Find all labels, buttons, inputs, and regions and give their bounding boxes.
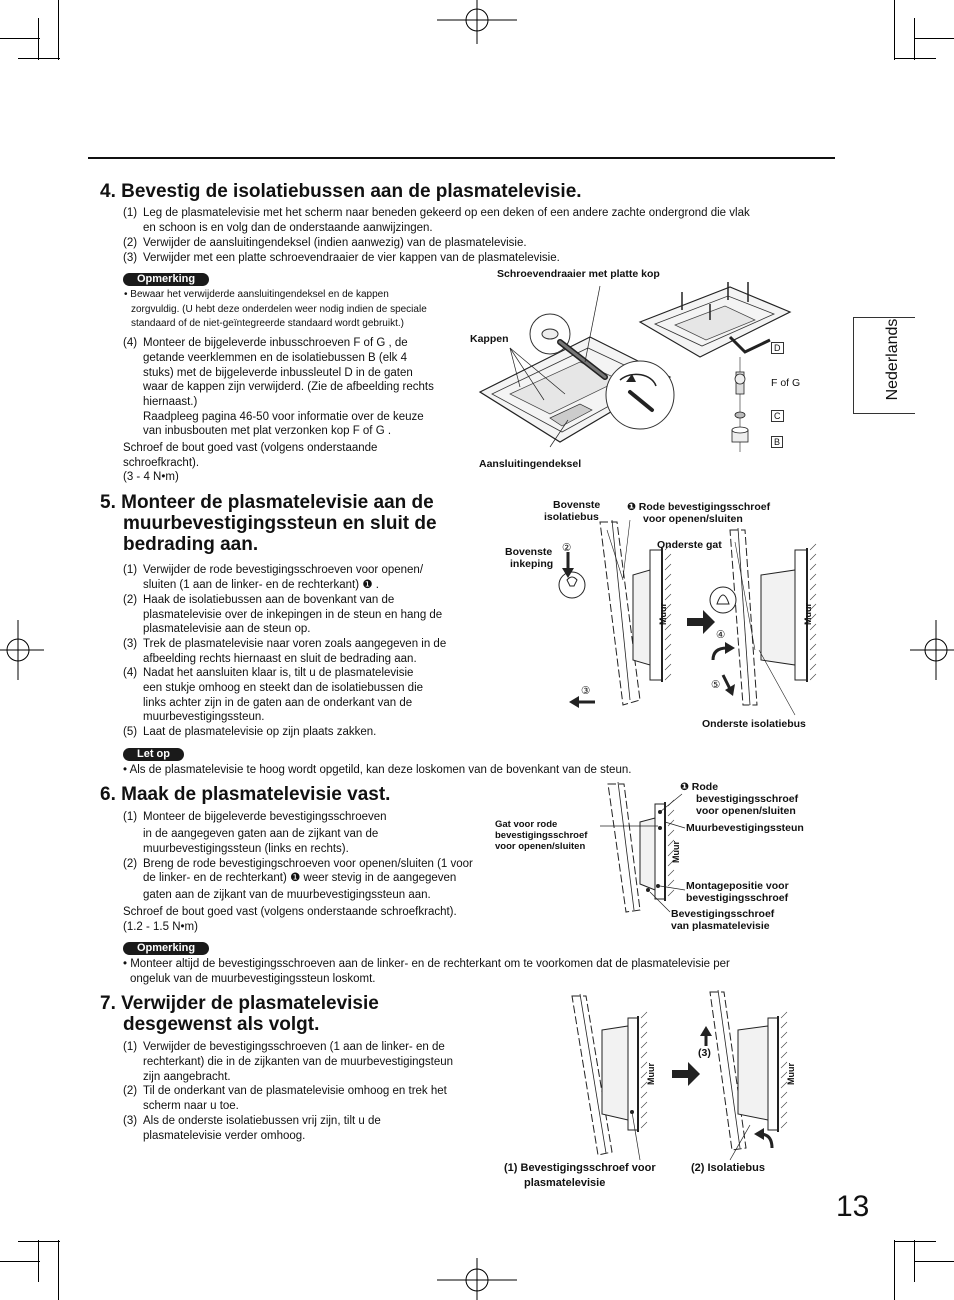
wall-label: Muur [786, 1063, 796, 1085]
crop-mark [914, 38, 954, 39]
section5-heading: muurbevestigingssteun en sluit de [123, 513, 437, 534]
step-text: Verwijder de bevestigingsschroeven (1 aan de linker- en de [143, 1041, 445, 1053]
note-text: • Bewaar het verwijderde aansluitingendeksel en de kappen [124, 289, 389, 300]
crop-mark [894, 0, 895, 60]
crop-mark [894, 1241, 936, 1242]
caption-tv-screw: plasmatelevisie [524, 1177, 606, 1189]
registration-mark [0, 620, 44, 680]
label-mount-position: bevestigingsschroef [686, 892, 789, 904]
page-number: 13 [836, 1190, 870, 1223]
step-number: (2) [123, 237, 138, 249]
label-top-notch: Bovenste [505, 546, 553, 558]
step-text: Nadat het aansluiten klaar is, tilt u de plasmatelevisie [143, 667, 414, 679]
step-number: (3) [123, 252, 138, 264]
step-text: Verwijder met een platte schroevendraaier de vier kappen van de plasmatelevisie. [143, 252, 560, 264]
tv-facedown-illustration [470, 282, 800, 462]
crop-mark [914, 1261, 954, 1262]
wall-label: Muur [671, 841, 681, 863]
section4-heading: 4. Bevestig de isolatiebussen aan de plasmatelevisie. [100, 181, 582, 202]
step-number: (1) [123, 207, 138, 219]
language-tab [853, 317, 915, 414]
language-tab-label: Nederlands [884, 318, 901, 401]
crop-mark [18, 58, 60, 59]
wall-label: Muur [646, 1063, 656, 1085]
label-lower-bush: Onderste isolatiebus [702, 718, 806, 730]
note-label: Opmerking [123, 942, 209, 955]
step-number: (2) [123, 1085, 138, 1097]
crop-mark [894, 58, 936, 59]
label-top-notch: inkeping [510, 558, 554, 570]
step-marker: ⑤ [711, 679, 721, 691]
remove-tv-illustration [560, 990, 810, 1160]
step-text: plasmatelevisie over de inkepingen in de steun en hang de [143, 609, 443, 621]
torque-text: Schroef de bout goed vast (volgens onderstaande schroefkracht). [123, 906, 457, 918]
top-rule [88, 157, 835, 159]
step-number: (4) [123, 667, 138, 679]
note-text: zorgvuldig. (U hebt deze onderdelen weer nodig indien de speciale [131, 304, 427, 315]
label-part-d: D [771, 342, 784, 354]
step-text: waar de kappen zijn verwijderd. (Zie de afbeelding rechts [143, 381, 434, 393]
step-text: Als de onderste isolatiebussen vrij zijn, tilt u de [143, 1115, 381, 1127]
fix-tv-illustration [600, 782, 700, 912]
step-marker: ④ [716, 629, 726, 641]
step-text: Til de onderkant van de plasmatelevisie omhoog en trek het [143, 1085, 447, 1097]
step-marker: ③ [581, 685, 591, 697]
crop-mark [894, 1240, 895, 1300]
step-marker: ② [562, 542, 572, 554]
caption-tv-screw: (1) Bevestigingsschroef voor [504, 1162, 656, 1174]
section6-heading: 6. Maak de plasmatelevisie vast. [100, 784, 391, 805]
crop-mark [0, 38, 40, 39]
registration-mark [437, 0, 517, 46]
registration-mark [437, 1258, 517, 1300]
step-text: afbeelding rechts hiernaast en sluit de bedrading aan. [143, 653, 417, 665]
label-red-screw: ❶ Rode bevestigingsschroef [627, 501, 771, 513]
label-lower-hole: Onderste gat [657, 539, 722, 551]
step-text: Monteer de bijgeleverde inbusschroeven F of G , de [143, 337, 408, 349]
registration-mark [910, 620, 954, 680]
step-text: in de aangegeven gaten aan de zijkant van de [143, 828, 379, 840]
label-red-screw: bevestigingsschroef [696, 793, 799, 805]
section7-heading: desgewenst als volgt. [123, 1014, 320, 1035]
step-number: (1) [123, 811, 138, 823]
step-text: en schoon is en volg dan de onderstaande aanwijzingen. [143, 222, 433, 234]
step-text: links achter zijn in de gaten aan de onderkant van de [143, 697, 413, 709]
torque-text: schroefkracht). [123, 457, 200, 469]
crop-mark [58, 0, 59, 60]
label-mount-position: Montagepositie voor [686, 880, 789, 892]
label-hole-red-screw: Gat voor rode [495, 819, 558, 830]
section7-heading: 7. Verwijder de plasmatelevisie [100, 993, 379, 1014]
step-number: (3) [123, 638, 138, 650]
step-text: plasmatelevisie aan de steun op. [143, 623, 311, 635]
step-number: (2) [123, 858, 138, 870]
crop-mark [38, 1240, 39, 1282]
torque-text: Schroef de bout goed vast (volgens onderstaande [123, 442, 378, 454]
label-terminal-cover: Aansluitingendeksel [479, 458, 582, 470]
step-text: de linker- en de rechterkant) ❶ weer stevig in de aangegeven [143, 872, 457, 884]
caution-text: • Als de plasmatelevisie te hoog wordt opgetild, kan deze loskomen van de bovenkant van de steun. [123, 764, 632, 776]
step-text: scherm naar u toe. [143, 1100, 239, 1112]
wall-label: Muur [658, 603, 668, 625]
crop-mark [58, 1240, 59, 1300]
wall-label: Muur [803, 603, 813, 625]
step-text: Monteer de bijgeleverde bevestigingsschroeven [143, 811, 387, 823]
crop-mark [38, 18, 39, 60]
step-text: muurbevestigingssteun. [143, 711, 265, 723]
label-step3: (3) [698, 1047, 711, 1059]
step-number: (1) [123, 1041, 138, 1053]
step-number: (1) [123, 564, 138, 576]
step-number: (3) [123, 1115, 138, 1127]
crop-mark [18, 1241, 60, 1242]
step-number: (4) [123, 337, 138, 349]
step-text: Breng de rode bevestigingschroeven voor openen/sluiten (1 voor [143, 858, 473, 870]
step-text: stuks) met de bijgeleverde inbussleutel D in de gaten [143, 367, 413, 379]
label-part-fg: F of G [771, 377, 801, 389]
note-text: ongeluk van de muurbevestigingssteun loskomt. [130, 973, 376, 985]
label-top-bush: isolatiebus [544, 511, 599, 523]
label-caps: Kappen [470, 333, 509, 345]
step-text: hiernaast.) [143, 396, 198, 408]
label-part-b: B [771, 436, 783, 448]
step-number: (2) [123, 594, 138, 606]
step-text: gaten aan de zijkant van de muurbevestigingssteun aan. [143, 889, 431, 901]
step-text: Laat de plasmatelevisie op zijn plaats zakken. [143, 726, 377, 738]
step-text: van inbusbouten met plat verzonken kop F of G . [143, 425, 392, 437]
step-number: (5) [123, 726, 138, 738]
crop-mark [914, 18, 915, 60]
step-text: sluiten (1 aan de linker- en de rechterkant) ❶ . [143, 579, 379, 591]
note-text: • Monteer altijd de bevestigingsschroeven aan de linker- en de rechterkant om te voorkomen dat de plasmatelevisie per [123, 958, 730, 970]
section5-heading: 5. Monteer de plasmatelevisie aan de [100, 492, 434, 513]
step-text: rechterkant) die in de zijkanten van de muurbevestigingsteun [143, 1056, 454, 1068]
step-text: zijn aangebracht. [143, 1071, 231, 1083]
label-top-bush: Bovenste [553, 499, 601, 511]
label-part-c: C [771, 410, 784, 422]
step-text: Haak de isolatiebussen aan de bovenkant van de [143, 594, 395, 606]
step-text: Raadpleeg pagina 46-50 voor informatie over de keuze [143, 411, 424, 423]
section5-heading: bedrading aan. [123, 534, 259, 555]
crop-mark [914, 1240, 915, 1282]
label-hole-red-screw: voor openen/sluiten [495, 841, 586, 852]
note-label: Opmerking [123, 273, 209, 286]
label-hole-red-screw: bevestigingsschroef [495, 830, 588, 841]
label-tv-screw: van plasmatelevisie [671, 920, 770, 932]
step-text: getande veerklemmen en de isolatiebussen B (elk 4 [143, 352, 408, 364]
caution-label: Let op [123, 748, 184, 761]
step-text: Verwijder de aansluitingendeksel (indien aanwezig) van de plasmatelevisie. [143, 237, 527, 249]
step-text: plasmatelevisie verder omhoog. [143, 1130, 306, 1142]
torque-text: (3 - 4 N•m) [123, 471, 179, 483]
label-red-screw: ❶ Rode [680, 781, 719, 793]
step-text: een stukje omhoog en steekt dan de isolatiebussen die [143, 682, 424, 694]
note-text: standaard of de niet-geïntegreerde standaard wordt gebruikt.) [131, 318, 404, 329]
label-screwdriver: Schroevendraaier met platte kop [497, 268, 660, 280]
caption-insulation-bush: (2) Isolatiebus [691, 1162, 765, 1174]
label-red-screw: voor openen/sluiten [643, 513, 743, 525]
crop-mark [0, 1261, 40, 1262]
step-text: Leg de plasmatelevisie met het scherm naar beneden gekeerd op een deken of een andere zachte ondergrond die vlak [143, 207, 750, 219]
step-text: Trek de plasmatelevisie naar voren zoals aangegeven in de [143, 638, 447, 650]
hang-tv-illustration [505, 500, 835, 715]
label-bracket: Muurbevestigingssteun [686, 822, 804, 834]
torque-text: (1.2 - 1.5 N•m) [123, 921, 198, 933]
step-text: muurbevestigingssteun (links en rechts). [143, 843, 349, 855]
label-red-screw: voor openen/sluiten [696, 805, 796, 817]
label-tv-screw: Bevestigingsschroef [671, 908, 775, 920]
step-text: Verwijder de rode bevestigingsschroeven voor openen/ [143, 564, 424, 576]
